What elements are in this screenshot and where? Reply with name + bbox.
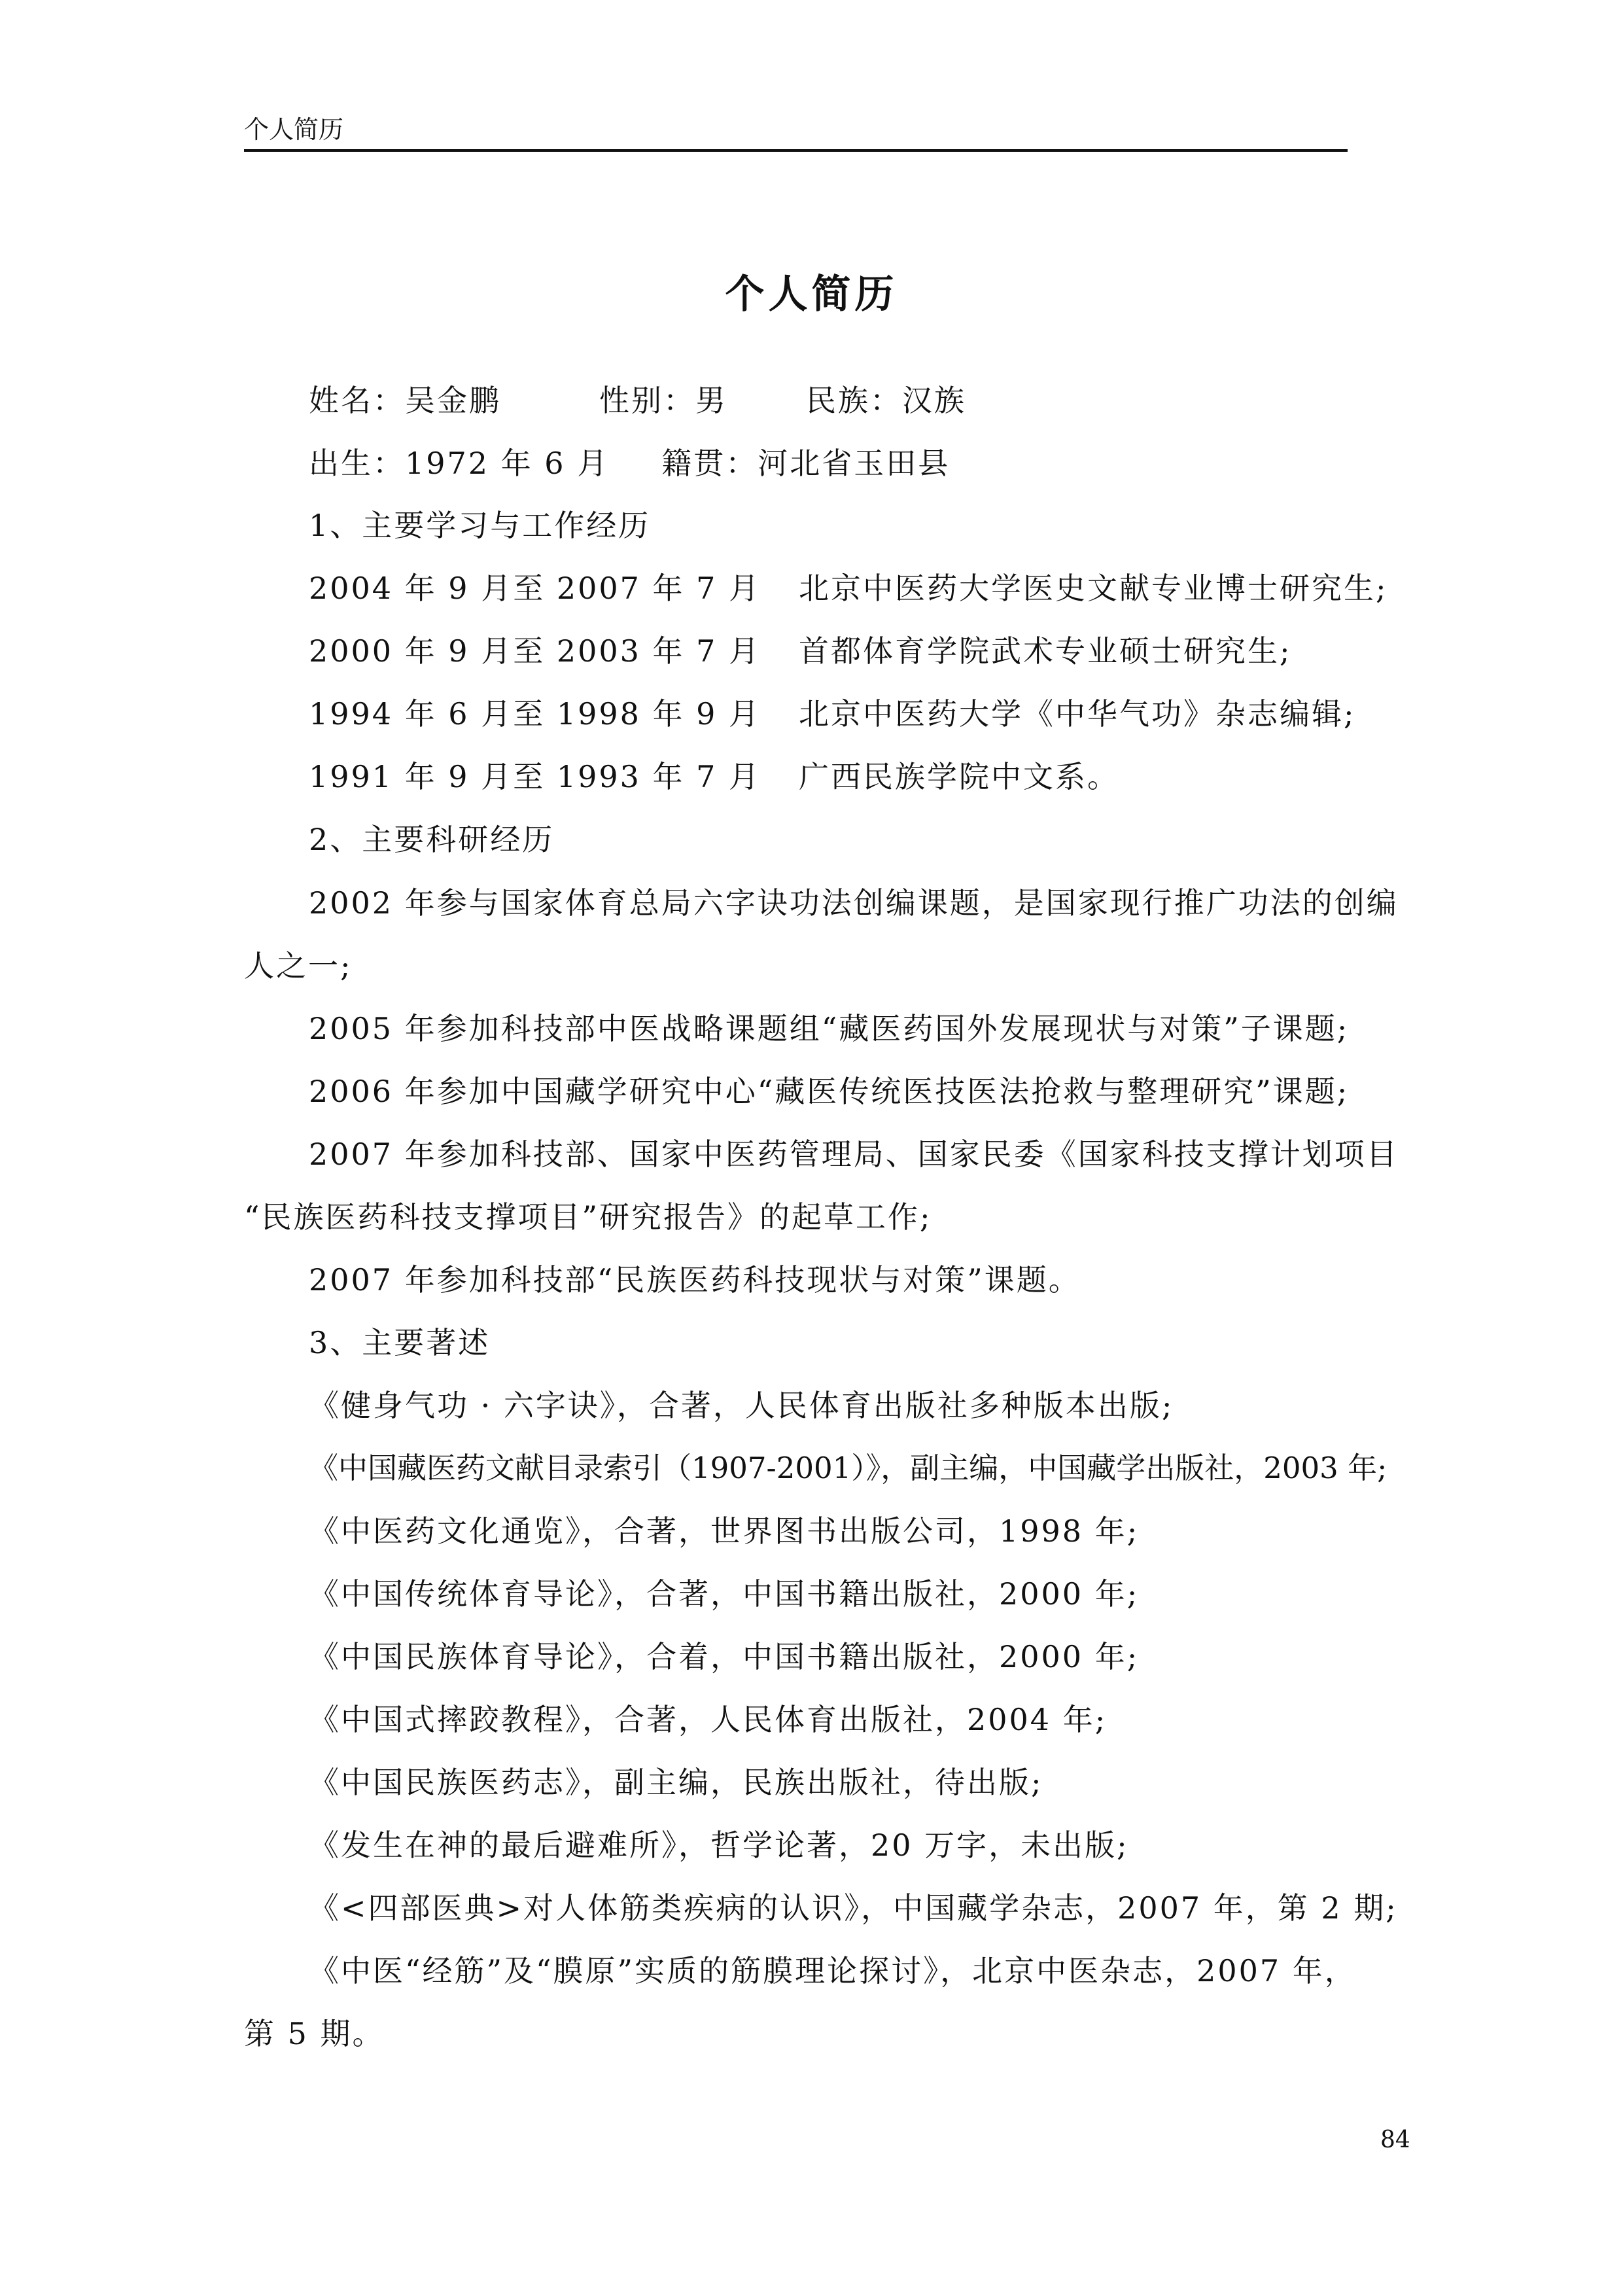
publication-item: 《中国民族体育导论》，合着，中国书籍出版社，2000 年;: [309, 1639, 1140, 1674]
publication-item: 《发生在神的最后避难所》，哲学论著，20 万字，未出版;: [309, 1828, 1129, 1863]
native-place-field: 籍贯：河北省玉田县: [661, 446, 951, 481]
publication-item: 《中医“经筋”及“膜原”实质的筋膜理论探讨》，北京中医杂志，2007 年，: [309, 1953, 1357, 1988]
education-detail: 北京中医药大学医史文献专业博士研究生;: [799, 571, 1388, 606]
research-item: 2002 年参与国家体育总局六字诀功法创编课题，是国家现行推广功法的创编: [309, 885, 1399, 921]
publication-item: 《中医药文化通览》，合著，世界图书出版公司，1998 年;: [309, 1513, 1140, 1549]
publication-item: 《健身气功 · 六字诀》，合著，人民体育出版社多种版本出版;: [309, 1388, 1174, 1423]
education-detail: 广西民族学院中文系。: [799, 759, 1120, 794]
personal-info-row-1: [309, 378, 966, 423]
education-item: [309, 691, 1356, 737]
education-period: 1994 年 6 月至 1998 年 9 月: [309, 696, 761, 732]
research-item: 2005 年参加科技部中医战略课题组“藏医药国外发展现状与对策”子课题;: [309, 1011, 1350, 1046]
page-title: 个人简历: [725, 272, 898, 317]
research-item: 2007 年参加科技部“民族医药科技现状与对策”课题。: [309, 1262, 1081, 1298]
publication-item: 《中国式摔跤教程》，合著，人民体育出版社，2004 年;: [309, 1702, 1108, 1737]
research-item-continuation: 人之一;: [244, 948, 353, 983]
education-period: 1991 年 9 月至 1993 年 7 月: [309, 759, 761, 794]
ethnicity-field: 民族：汉族: [806, 383, 966, 418]
running-header: 个人简历: [244, 115, 344, 144]
research-heading: 2、主要科研经历: [309, 822, 555, 857]
education-heading: 1、主要学习与工作经历: [309, 508, 651, 543]
birth-field: 出生：1972 年 6 月: [309, 446, 610, 481]
research-item: 2006 年参加中国藏学研究中心“藏医传统医技医法抢救与整理研究”课题;: [309, 1074, 1350, 1109]
publication-item: 《中国传统体育导论》，合著，中国书籍出版社，2000 年;: [309, 1576, 1140, 1612]
education-item: [309, 565, 1388, 611]
publication-item: 《中国藏医药文献目录索引（1907-2001）》，副主编，中国藏学出版社，2003 年;: [309, 1451, 1387, 1485]
publication-item: 《<四部医典>对人体筋类疾病的认识》，中国藏学杂志，2007 年，第 2 期;: [309, 1890, 1398, 1926]
education-detail: 首都体育学院武术专业硕士研究生;: [799, 633, 1292, 669]
publication-item-continuation: 第 5 期。: [244, 2016, 385, 2051]
publications-heading: 3、主要著述: [309, 1325, 491, 1360]
education-period: 2000 年 9 月至 2003 年 7 月: [309, 633, 761, 669]
education-period: 2004 年 9 月至 2007 年 7 月: [309, 571, 761, 606]
education-item: [309, 754, 1119, 800]
publication-item: 《中国民族医药志》，副主编，民族出版社，待出版;: [309, 1765, 1043, 1800]
research-item: 2007 年参加科技部、国家中医药管理局、国家民委《国家科技支撑计划项目: [309, 1137, 1399, 1172]
page-number: 84: [1380, 2127, 1410, 2153]
header-rule: [244, 149, 1348, 152]
research-item-continuation: “民族医药科技支撑项目”研究报告》的起草工作;: [244, 1199, 932, 1235]
education-item: [309, 628, 1292, 674]
gender-field: 性别：男: [599, 383, 727, 418]
personal-info-row-2: [309, 440, 950, 486]
education-detail: 北京中医药大学《中华气功》杂志编辑;: [799, 696, 1356, 732]
name-field: 姓名：吴金鹏: [309, 383, 501, 418]
